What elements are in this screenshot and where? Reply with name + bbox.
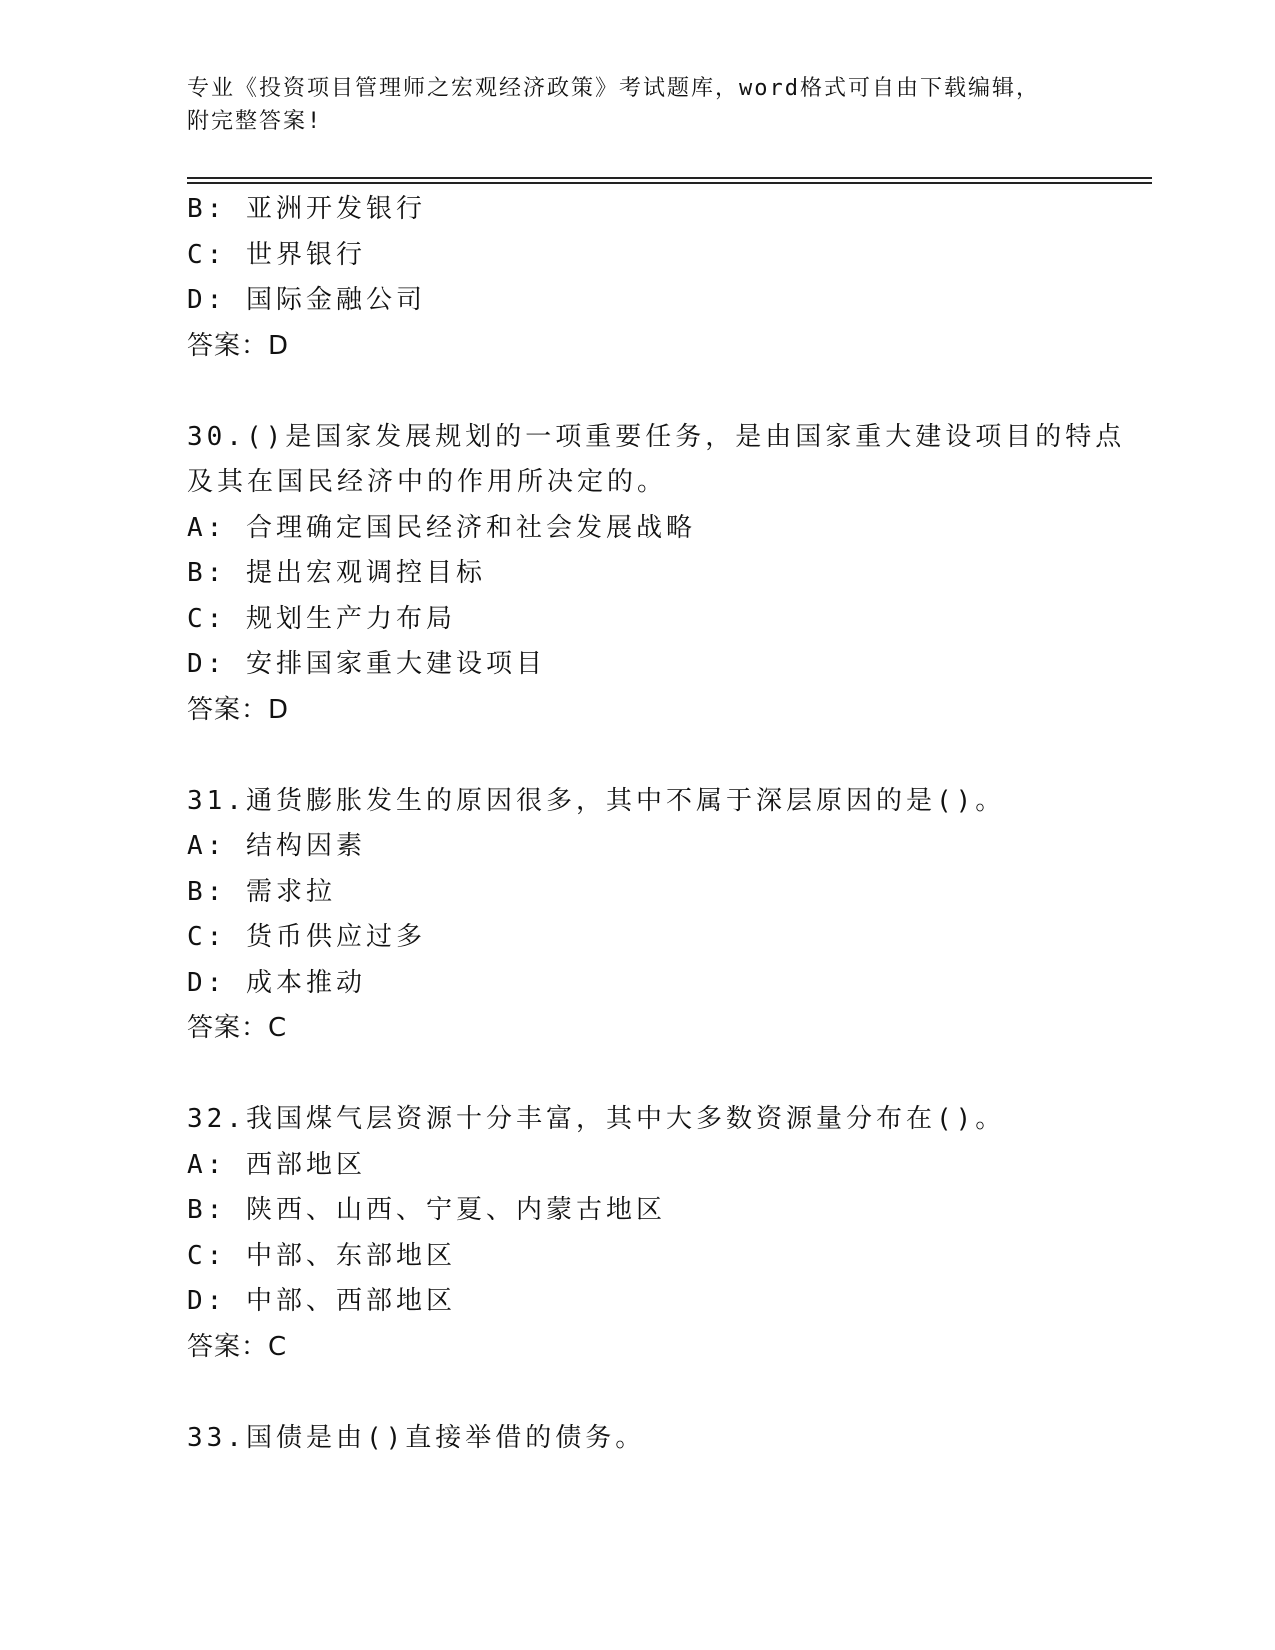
spacer bbox=[187, 1052, 1117, 1098]
option-c: C: 货币供应过多 bbox=[187, 922, 426, 952]
spacer bbox=[187, 1370, 1117, 1416]
option-c: C: 世界银行 bbox=[187, 239, 366, 270]
question-text: 30.()是国家发展规划的一项重要任务，是由国家重大建设项目的特点 bbox=[187, 421, 1126, 452]
spacer bbox=[187, 369, 1117, 415]
question-33 bbox=[187, 1416, 1117, 1462]
previous-question-block bbox=[187, 187, 1117, 369]
option-b: B: 亚洲开发银行 bbox=[187, 194, 426, 224]
option-c: C: 中部、东部地区 bbox=[187, 1240, 456, 1271]
answer-line: 答案：D bbox=[187, 694, 290, 725]
question-30 bbox=[187, 415, 1126, 734]
question-text: 31.通货膨胀发生的原因很多，其中不属于深层原因的是()。 bbox=[187, 785, 1006, 816]
question-31 bbox=[187, 779, 1117, 1052]
header-divider-top bbox=[187, 177, 1152, 179]
answer-line: 答案：C bbox=[187, 1331, 288, 1362]
option-d: D: 国际金融公司 bbox=[187, 285, 426, 315]
spacer bbox=[187, 733, 1117, 779]
option-a: A: 结构因素 bbox=[187, 831, 366, 861]
option-b: B: 陕西、山西、宁夏、内蒙古地区 bbox=[187, 1195, 666, 1225]
option-d: D: 成本推动 bbox=[187, 967, 366, 998]
question-list bbox=[187, 187, 1126, 1461]
option-d: D: 中部、西部地区 bbox=[187, 1286, 456, 1316]
question-32 bbox=[187, 1097, 1117, 1370]
header-line-2: 附完整答案! bbox=[187, 109, 323, 134]
question-text: 32.我国煤气层资源十分丰富，其中大多数资源量分布在()。 bbox=[187, 1104, 1006, 1134]
header-divider-bottom bbox=[187, 182, 1152, 184]
option-b: B: 需求拉 bbox=[187, 876, 336, 907]
option-a: A: 合理确定国民经济和社会发展战略 bbox=[187, 512, 696, 543]
answer-line: 答案：C bbox=[187, 1013, 288, 1043]
answer-line: 答案：D bbox=[187, 330, 290, 361]
option-c: C: 规划生产力布局 bbox=[187, 603, 456, 634]
question-text: 33.国债是由()直接举借的债务。 bbox=[187, 1422, 646, 1453]
option-a: A: 西部地区 bbox=[187, 1149, 366, 1180]
option-b: B: 提出宏观调控目标 bbox=[187, 558, 486, 588]
option-d: D: 安排国家重大建设项目 bbox=[187, 649, 546, 679]
question-text: 及其在国民经济中的作用所决定的。 bbox=[187, 467, 668, 497]
document-header bbox=[187, 72, 1087, 138]
header-line-1: 专业《投资项目管理师之宏观经济政策》考试题库，word格式可自由下载编辑， bbox=[187, 76, 1040, 101]
